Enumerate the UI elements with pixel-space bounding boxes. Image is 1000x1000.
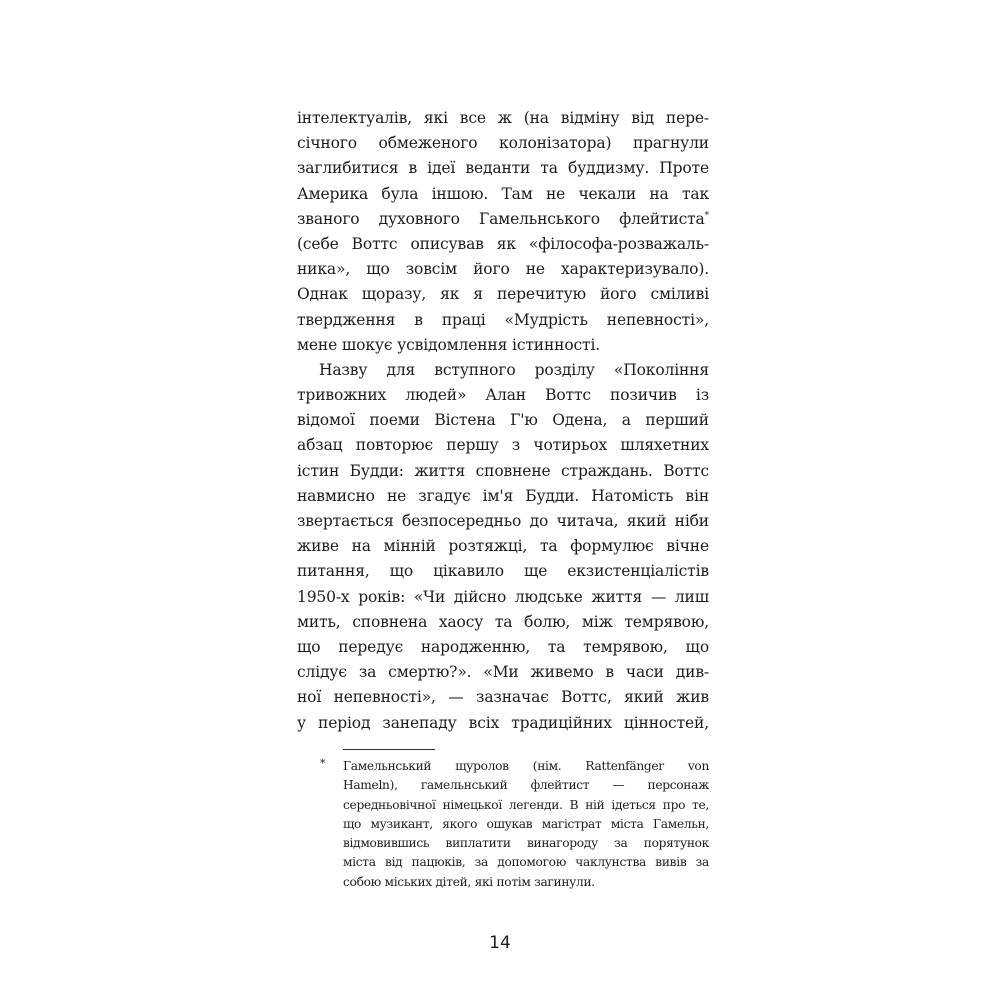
- body-line: ника», що зовсім його не характеризувало).: [297, 260, 709, 279]
- body-line: (себе Воттс описував як «філософа-розважаль-: [297, 234, 709, 253]
- body-line-with-footnote-ref: [297, 207, 709, 232]
- body-line: заглибитися в ідеї веданти та буддизму. Проте: [297, 159, 709, 178]
- body-line-text: званого духовного Гамельнського флейтиста: [297, 209, 705, 228]
- body-line: абзац повторює першу з чотирьох шляхетних: [297, 436, 709, 455]
- body-line: Америка була іншою. Там не чекали на так: [297, 184, 709, 203]
- body-text: [297, 106, 709, 736]
- body-line: мене шокує усвідомлення істинності.: [297, 335, 601, 354]
- footnote-line: що музикант, якого ошукав магістрат міста Гамельн,: [343, 816, 709, 831]
- footnote: [343, 757, 709, 892]
- body-line: відомої поеми Вістена Г'ю Одена, а перший: [297, 411, 709, 430]
- footnote-line: відмовившись виплатити винагороду за порятунок: [343, 836, 709, 851]
- body-line: навмисно не згадує ім'я Будди. Натомість він: [297, 486, 709, 505]
- footnote-divider: [343, 749, 435, 750]
- body-line: мить, сповнена хаосу та болю, між темрявою,: [297, 612, 709, 631]
- body-line: інтелектуалів, які все ж (на відміну від пере-: [297, 109, 709, 127]
- body-line: живе на мінній розтяжці, та формулює вічне: [297, 537, 709, 556]
- footnote-marker: *: [320, 757, 326, 770]
- body-line: питання, що цікавило ще екзистенціалістів: [297, 562, 709, 581]
- body-line: ної непевності», — зазначає Воттс, який жив: [297, 688, 709, 707]
- footnote-line: Hameln), гамельнський флейтист — персонаж: [343, 778, 709, 793]
- body-line: звертається безпосередньо до читача, який ніби: [297, 512, 709, 530]
- body-line: тривожних людей» Алан Воттс позичив із: [297, 386, 709, 405]
- footnote-line: середньовічної німецької легенди. В ній ідеться про те,: [343, 797, 709, 812]
- footnote-reference-marker[interactable]: *: [704, 210, 709, 221]
- body-line: твердження в праці «Мудрість непевності»,: [297, 310, 709, 329]
- footnote-line: міста від пацюків, за допомогою чаклунства вивів за: [343, 855, 709, 870]
- body-line: істин Будди: життя сповнене страждань. Воттс: [297, 461, 709, 480]
- body-line: слідує за смертю?». «Ми живемо в часи див-: [297, 663, 709, 682]
- body-line: січного обмеженого колонізатора) прагнули: [297, 134, 709, 153]
- body-line: 1950-х років: «Чи дійсно людське життя — лиш: [297, 587, 709, 606]
- footnote-line: собою міських дітей, які потім загинули.: [343, 874, 595, 889]
- page-number: 14: [489, 933, 511, 953]
- body-line: у період занепаду всіх традиційних цінностей,: [297, 713, 709, 732]
- body-line: Однак щоразу, як я перечитую його сміливі: [297, 285, 709, 304]
- body-line: Назву для вступного розділу «Покоління: [319, 360, 709, 379]
- body-line: що передує народженню, та темрявою, що: [297, 637, 709, 656]
- footnote-line: Гамельнський щуролов (нім. Rattenfänger von: [343, 759, 709, 773]
